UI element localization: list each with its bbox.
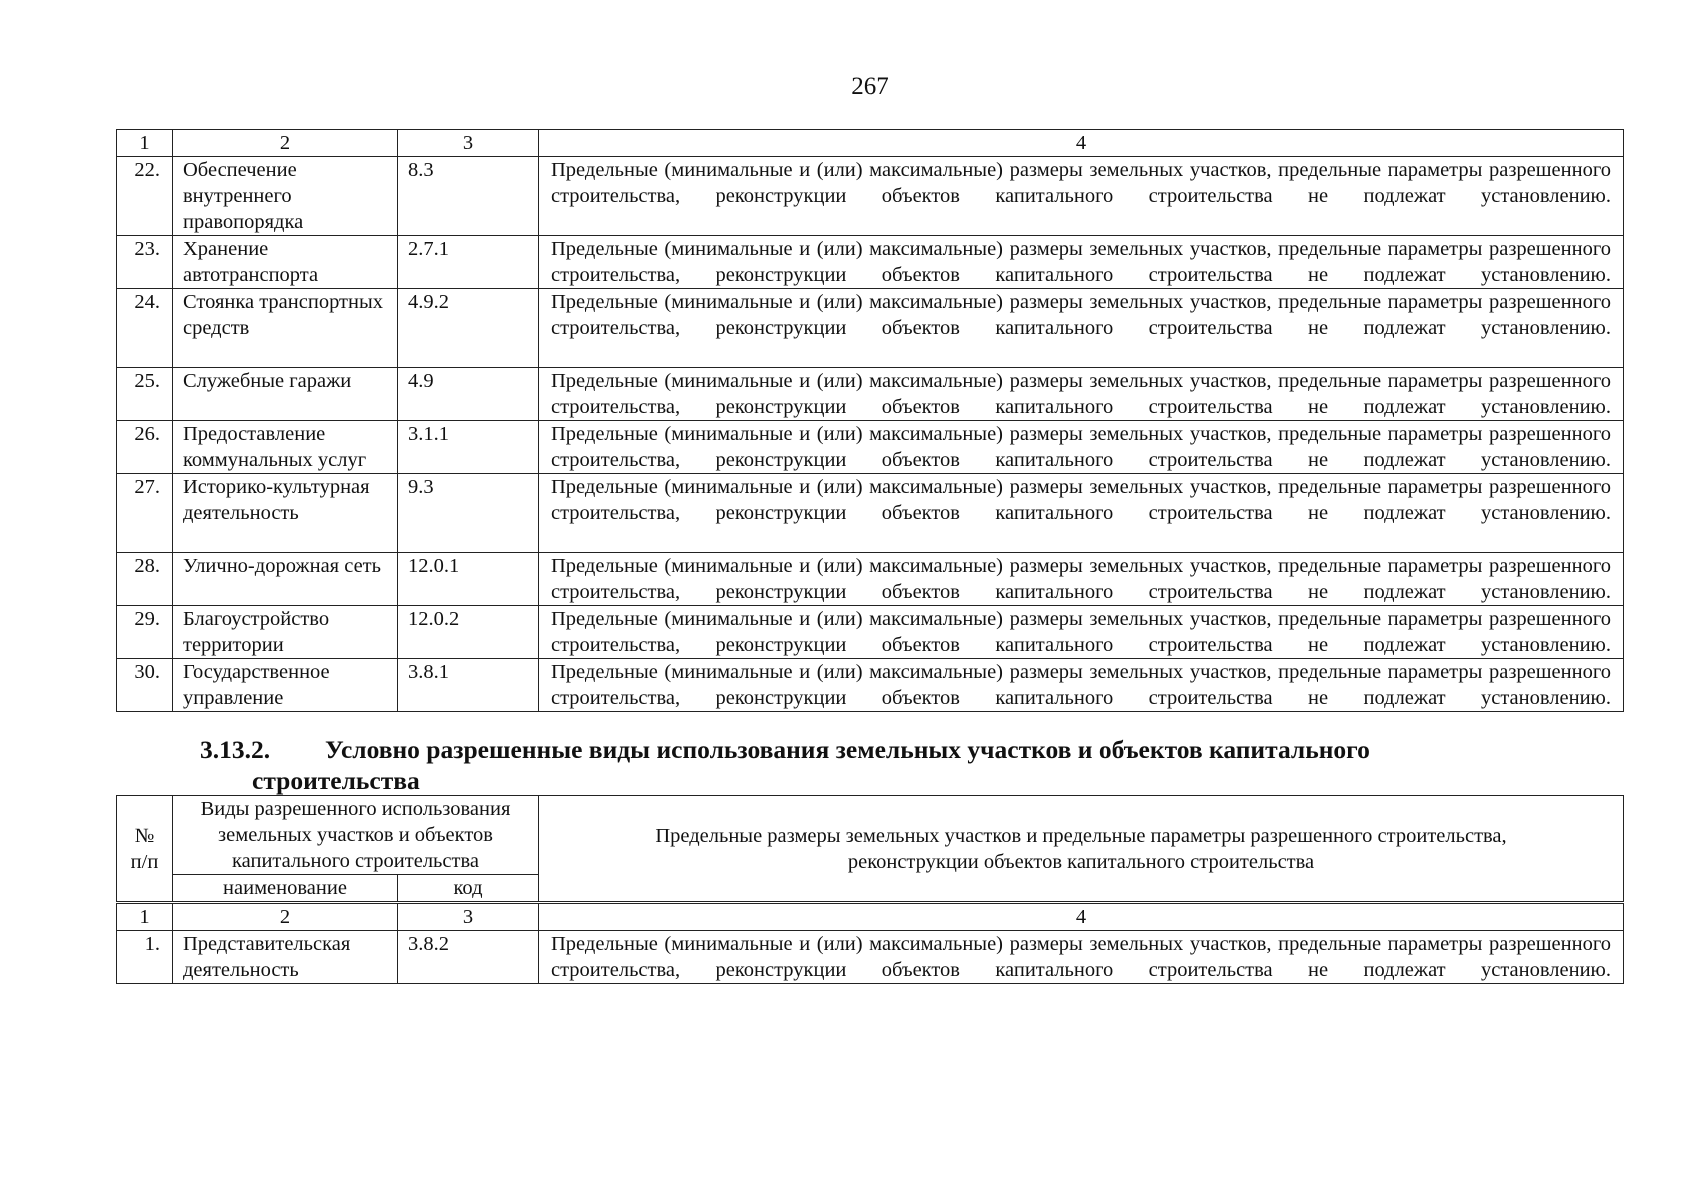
table-row <box>117 931 1624 984</box>
use-params: Предельные (минимальные и (или) максимальные) размеры земельных участков, предельные параметры разрешенного строительства, реконструкции объектов капитального строительства не подлежат установлению. <box>539 157 1624 236</box>
use-code: 8.3 <box>398 157 539 236</box>
row-number: 27. <box>117 474 173 553</box>
conditional-uses-table <box>116 903 1624 984</box>
section-title-line2: строительства <box>252 766 420 795</box>
column-number-cell: 3 <box>398 130 539 157</box>
column-number-row <box>117 130 1624 157</box>
use-name: Хранение автотранспорта <box>173 236 398 289</box>
use-params: Предельные (минимальные и (или) максимальные) размеры земельных участков, предельные параметры разрешенного строительства, реконструкции объектов капитального строительства не подлежат установлению. <box>539 659 1624 712</box>
use-params: Предельные (минимальные и (или) максимальные) размеры земельных участков, предельные параметры разрешенного строительства, реконструкции объектов капитального строительства не подлежат установлению. <box>539 553 1624 606</box>
use-name: Обеспечение внутреннего правопорядка <box>173 157 398 236</box>
conditional-uses-table-header <box>116 795 1624 902</box>
use-code: 9.3 <box>398 474 539 553</box>
row-number: 29. <box>117 606 173 659</box>
section-number: 3.13.2. <box>200 735 271 764</box>
use-name: Предоставление коммунальных услуг <box>173 421 398 474</box>
header-use-types: Виды разрешенного использования земельных участков и объектов капитального строительства <box>173 796 539 875</box>
column-number-cell: 1 <box>117 130 173 157</box>
column-number-cell: 4 <box>539 904 1624 931</box>
row-number: 23. <box>117 236 173 289</box>
column-number-cell: 2 <box>173 130 398 157</box>
header-name: наименование <box>173 875 398 902</box>
use-code: 12.0.1 <box>398 553 539 606</box>
use-params: Предельные (минимальные и (или) максимальные) размеры земельных участков, предельные параметры разрешенного строительства, реконструкции объектов капитального строительства не подлежат установлению. <box>539 368 1624 421</box>
column-number-cell: 1 <box>117 904 173 931</box>
row-number: 22. <box>117 157 173 236</box>
use-params: Предельные (минимальные и (или) максимальные) размеры земельных участков, предельные параметры разрешенного строительства, реконструкции объектов капитального строительства не подлежат установлению. <box>539 931 1624 984</box>
use-name: Улично-дорожная сеть <box>173 553 398 606</box>
use-params: Предельные (минимальные и (или) максимальные) размеры земельных участков, предельные параметры разрешенного строительства, реконструкции объектов капитального строительства не подлежат установлению. <box>539 474 1624 553</box>
column-number-row <box>117 904 1624 931</box>
section-title-line1: Условно разрешенные виды использования земельных участков и объектов капитального <box>325 735 1370 764</box>
row-number: 28. <box>117 553 173 606</box>
header-code: код <box>398 875 539 902</box>
row-number: 30. <box>117 659 173 712</box>
column-number-cell: 4 <box>539 130 1624 157</box>
use-code: 3.8.1 <box>398 659 539 712</box>
table-row <box>117 553 1624 606</box>
use-params: Предельные (минимальные и (или) максимальные) размеры земельных участков, предельные параметры разрешенного строительства, реконструкции объектов капитального строительства не подлежат установлению. <box>539 289 1624 368</box>
table-row <box>117 157 1624 236</box>
table-row <box>117 368 1624 421</box>
table-row <box>117 421 1624 474</box>
row-number: 1. <box>117 931 173 984</box>
use-code: 4.9 <box>398 368 539 421</box>
use-params: Предельные (минимальные и (или) максимальные) размеры земельных участков, предельные параметры разрешенного строительства, реконструкции объектов капитального строительства не подлежат установлению. <box>539 236 1624 289</box>
section-heading <box>200 734 1623 796</box>
use-name: Представительская деятельность <box>173 931 398 984</box>
use-code: 12.0.2 <box>398 606 539 659</box>
row-number: 25. <box>117 368 173 421</box>
header-params: Предельные размеры земельных участков и предельные параметры разрешенного строительства, реконструкции объектов капитального строительства <box>539 796 1624 902</box>
row-number: 26. <box>117 421 173 474</box>
use-code: 4.9.2 <box>398 289 539 368</box>
use-name: Благоустройство территории <box>173 606 398 659</box>
row-number: 24. <box>117 289 173 368</box>
column-number-cell: 3 <box>398 904 539 931</box>
use-name: Стоянка транспортных средств <box>173 289 398 368</box>
use-name: Служебные гаражи <box>173 368 398 421</box>
use-name: Государственное управление <box>173 659 398 712</box>
page-number: 267 <box>851 73 889 100</box>
table-row <box>117 659 1624 712</box>
use-params: Предельные (минимальные и (или) максимальные) размеры земельных участков, предельные параметры разрешенного строительства, реконструкции объектов капитального строительства не подлежат установлению. <box>539 421 1624 474</box>
table-row <box>117 289 1624 368</box>
header-row-number: № п/п <box>117 796 173 902</box>
use-code: 3.1.1 <box>398 421 539 474</box>
use-code: 3.8.2 <box>398 931 539 984</box>
use-params: Предельные (минимальные и (или) максимальные) размеры земельных участков, предельные параметры разрешенного строительства, реконструкции объектов капитального строительства не подлежат установлению. <box>539 606 1624 659</box>
table-row <box>117 606 1624 659</box>
table-row <box>117 236 1624 289</box>
table-row <box>117 474 1624 553</box>
use-name: Историко-культурная деятельность <box>173 474 398 553</box>
column-number-cell: 2 <box>173 904 398 931</box>
allowed-uses-table-continued <box>116 129 1624 712</box>
use-code: 2.7.1 <box>398 236 539 289</box>
